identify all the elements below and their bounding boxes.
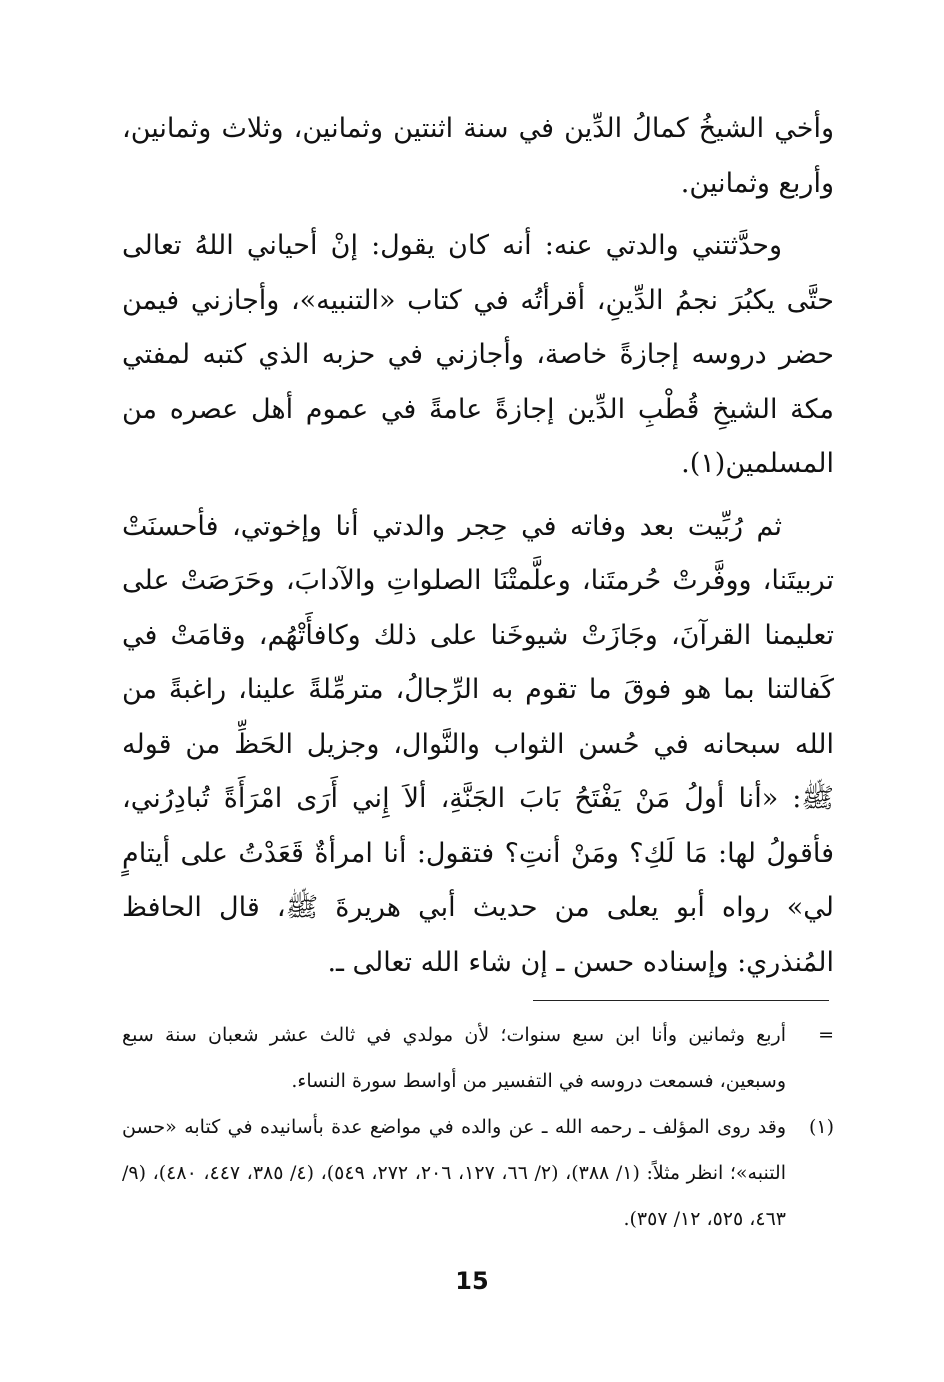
footnote-text: أربع وثمانين وأنا ابن سبع سنوات؛ لأن مولدي في ثالث عشر شعبان سنة سبع وسبعين، فسمعت دروسه في التفسير من أواسط سورة النساء. (122, 1024, 786, 1092)
footnotes (122, 1012, 834, 1242)
footnote-1 (122, 1104, 834, 1242)
main-text (122, 102, 834, 998)
footnote-continued (122, 1012, 834, 1104)
page-number: 15 (455, 1267, 489, 1295)
footnote-text: وقد روى المؤلف ـ رحمه الله ـ عن والده في مواضع عدة بأسانيده في كتابه «حسن التنبه»؛ انظر مثلاً: (١/ ٣٨٨)، (٢/ ٦٦، ١٢٧، ٢٠٦، ٢٧٢، ٥٤٩)، (٤/ ٣٨٥، ٤٤٧، ٤٨٠)، (٩/ ٤٦٣، ٥٢٥، ١٢/ ٣٥٧). (122, 1116, 786, 1230)
paragraph-3: ثم رُبِّيت بعد وفاته في حِجر والدتي أنا وإخوتي، فأحسنَتْ تربيتَنا، ووفَّرتْ حُرمتَنا، وعلَّمتْنَا الصلواتِ والآدابَ، وحَرَصَتْ على تعليمنا القرآنَ، وجَازَتْ شيوخَنا على ذلك وكافأَتْهُم، وقامَتْ في كَفالتنا بما هو فوقَ ما تقوم به الرِّجالُ، مترمِّلةً علينا، راغبةً من الله سبحانه في حُسن الثواب والنَّوال، وجزيل الحَظِّ من قوله ﷺ: «أنا أولُ مَنْ يَفْتَحُ بَابَ الجَنَّةِ، ألاَ إِني أَرَى امْرَأَةً تُبادِرُني، فأقولُ لها: مَا لَكِ؟ ومَنْ أنتِ؟ فتقول: أنا امرأةٌ قَعَدْتُ على أيتامٍ لي» رواه أبو يعلى من حديث أبي هريرةَ ﷺ، قال الحافظ المُنذري: وإسناده حسن ـ إن شاء الله تعالى ـ. (122, 510, 834, 978)
paragraph-2: وحدَّثتني والدتي عنه: أنه كان يقول: إنْ أحياني اللهُ تعالى حتَّى يكبُرَ نجمُ الدِّينِ، أقرأتُه في كتاب «التنبيه»، وأجازني فيمن حضر دروسه إجازةً خاصة، وأجازني في حزبه الذي كتبه لمفتي مكة الشيخِ قُطْبِ الدِّين إجازةً عامةً في عموم أهل عصره من المسلمين(١). (122, 230, 834, 479)
footnote-separator (533, 1000, 829, 1001)
footnote-mark: = (818, 1024, 834, 1046)
paragraph-1: وأخي الشيخُ كمالُ الدِّين في سنة اثنتين وثمانين، وثلاث وثمانين، وأربع وثمانين. (122, 113, 834, 199)
footnote-mark: (١) (808, 1116, 834, 1138)
